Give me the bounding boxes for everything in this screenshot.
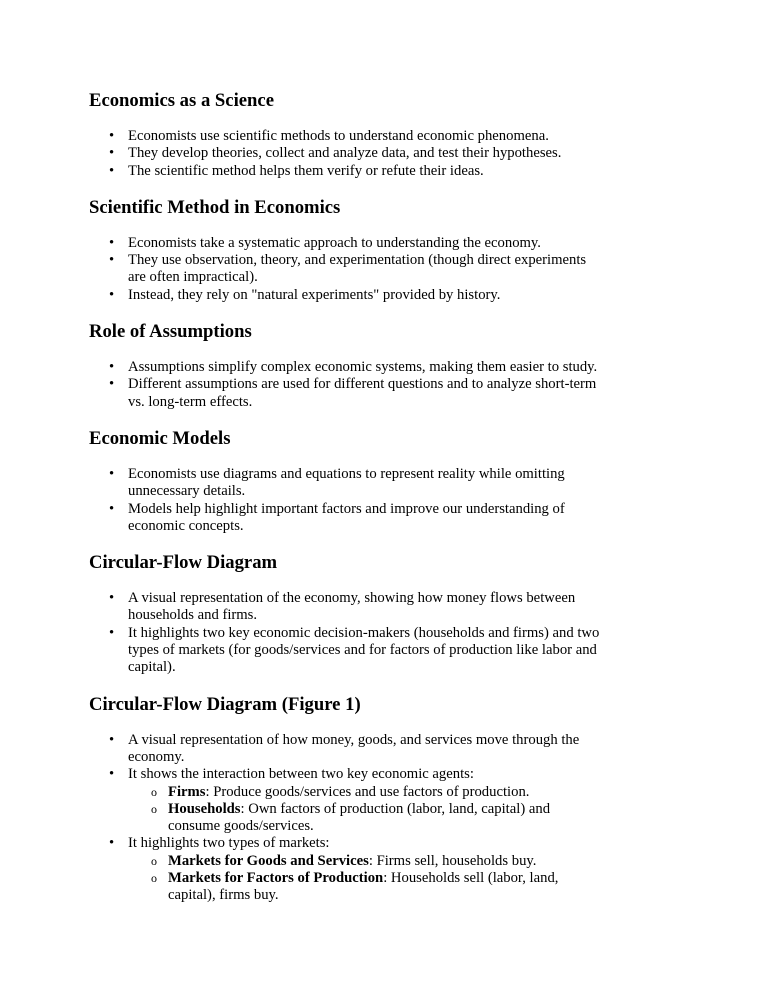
list-item: • A visual representation of the economy, showing how money flows between households and firms. [89, 590, 603, 625]
sub-list-markets [128, 853, 603, 905]
list-item: • Economists use scientific methods to understand economic phenomena. [89, 128, 603, 145]
list-item: • Assumptions simplify complex economic systems, making them easier to study. [89, 359, 603, 376]
term: Markets for Goods and Services [168, 852, 369, 869]
bullet-list [89, 128, 603, 180]
description: : Produce goods/services and use factors of production. [205, 783, 530, 800]
term: Firms [168, 783, 206, 800]
term: Households [168, 800, 241, 817]
bullet-list [89, 732, 603, 905]
bullet-list [89, 590, 603, 676]
list-item-text: It shows the interaction between two key economic agents: [128, 766, 474, 783]
list-item: • The scientific method helps them verify or refute their ideas. [89, 163, 603, 180]
heading-circular-flow-figure: Circular-Flow Diagram (Figure 1) [89, 693, 361, 715]
list-item-text: It highlights two types of markets: [128, 835, 330, 852]
heading-role-of-assumptions: Role of Assumptions [89, 321, 252, 343]
description: : Households sell (labor, land, capital), firms buy. [168, 870, 559, 904]
heading-circular-flow: Circular-Flow Diagram [89, 552, 278, 574]
heading-economic-models: Economic Models [89, 427, 231, 449]
sub-list-item [128, 784, 603, 801]
sub-list-item [128, 853, 603, 870]
sub-list-item [128, 870, 603, 905]
heading-economics-as-science: Economics as a Science [89, 90, 274, 111]
bullet-list [89, 359, 603, 411]
list-item: • It highlights two key economic decision-makers (households and firms) and two types of markets (for goods/services and for factors of production like labor and capital). [89, 625, 603, 677]
bullet-list [89, 466, 603, 535]
list-item: • They use observation, theory, and experimentation (though direct experiments are often impractical). [89, 252, 603, 287]
bullet-list [89, 235, 603, 304]
list-item: • Instead, they rely on "natural experiments" provided by history. [89, 287, 603, 304]
description: : Own factors of production (labor, land, capital) and consume goods/services. [168, 800, 551, 835]
list-item [89, 766, 603, 835]
list-item: • They develop theories, collect and analyze data, and test their hypotheses. [89, 145, 603, 162]
description: : Firms sell, households buy. [368, 852, 537, 869]
sub-list-agents [128, 784, 603, 836]
list-item: • A visual representation of how money, goods, and services move through the economy. [89, 732, 603, 767]
list-item: • Economists take a systematic approach to understanding the economy. [89, 235, 603, 252]
list-item [89, 835, 603, 904]
list-item: • Economists use diagrams and equations to represent reality while omitting unnecessary details. [89, 466, 603, 501]
heading-scientific-method: Scientific Method in Economics [89, 196, 341, 218]
document-page [89, 90, 603, 922]
list-item: • Different assumptions are used for different questions and to analyze short-term vs. long-term effects. [89, 376, 603, 411]
sub-list-item [128, 801, 603, 836]
list-item: • Models help highlight important factors and improve our understanding of economic concepts. [89, 501, 603, 536]
term: Markets for Factors of Production [168, 870, 384, 887]
